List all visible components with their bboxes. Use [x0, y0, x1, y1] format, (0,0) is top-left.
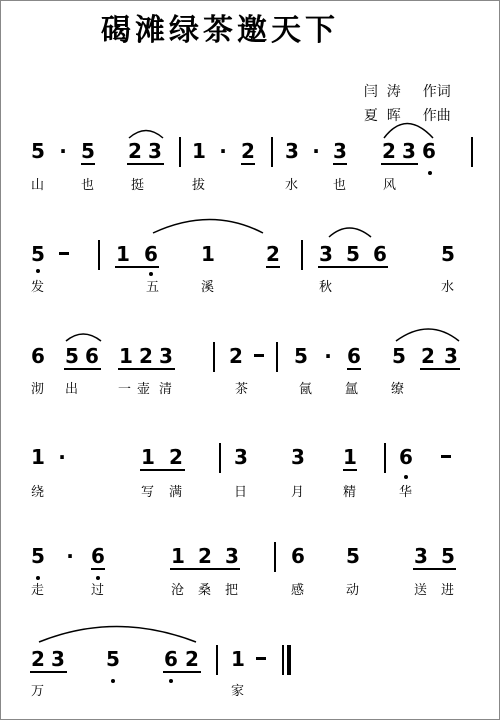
note: 2 — [139, 344, 153, 368]
lyric: 壶 — [137, 382, 151, 397]
dash — [256, 657, 266, 660]
note: 5 — [392, 344, 406, 368]
dash — [254, 354, 264, 357]
lyric: 进 — [441, 583, 455, 598]
underline — [115, 266, 159, 268]
lyric: 也 — [81, 178, 95, 193]
dash — [441, 455, 451, 458]
note: 6 — [85, 344, 99, 368]
note-dot: · — [59, 139, 67, 163]
note: 3 — [234, 445, 248, 469]
underline — [81, 163, 95, 165]
note: 1 — [201, 242, 215, 266]
underline — [241, 163, 255, 165]
underline — [333, 163, 347, 165]
bar-line — [219, 443, 221, 473]
lyric: 日 — [234, 485, 248, 500]
bar-line — [301, 240, 303, 270]
slur — [153, 220, 263, 234]
note-dot: · — [66, 544, 74, 568]
note: 2 — [266, 242, 280, 266]
bar-line — [179, 137, 181, 167]
bar-line — [271, 137, 273, 167]
note: 2 — [241, 139, 255, 163]
note: 1 — [192, 139, 206, 163]
dash — [59, 252, 69, 255]
lyric: 动 — [346, 583, 360, 598]
lyric: 一 — [118, 382, 132, 397]
bar-line — [216, 645, 218, 675]
note: 5 — [346, 242, 360, 266]
note: 5 — [31, 544, 45, 568]
note: 6 — [422, 139, 436, 163]
bar-line — [276, 342, 278, 372]
lower-octave-dot — [36, 576, 40, 580]
note: 3 — [402, 139, 416, 163]
underline — [413, 568, 456, 570]
bar-line — [213, 342, 215, 372]
note: 1 — [119, 344, 133, 368]
lyric: 家 — [231, 684, 245, 699]
note: 3 — [333, 139, 347, 163]
lyric: 月 — [291, 485, 305, 500]
lower-octave-dot — [404, 475, 408, 479]
note: 6 — [91, 544, 105, 568]
underline — [91, 568, 105, 570]
note: 3 — [285, 139, 299, 163]
note: 2 — [128, 139, 142, 163]
lyric: 秋 — [319, 280, 333, 295]
underline — [420, 368, 460, 370]
lyric: 缭 — [391, 382, 405, 397]
song-title: 碣滩绿茶邀天下 — [101, 13, 339, 48]
slur — [129, 131, 163, 139]
lyric: 桑 — [198, 583, 212, 598]
underline — [64, 368, 101, 370]
note: 5 — [294, 344, 308, 368]
note: 6 — [373, 242, 387, 266]
underline — [30, 671, 67, 673]
note-dot: · — [312, 139, 320, 163]
lyric: 拔 — [192, 178, 206, 193]
note: 1 — [231, 647, 245, 671]
lyric: 感 — [291, 583, 305, 598]
lyric: 把 — [225, 583, 239, 598]
note: 5 — [441, 242, 455, 266]
lyric: 挺 — [131, 178, 145, 193]
lyric: 送 — [414, 583, 428, 598]
note: 6 — [144, 242, 158, 266]
lyric: 茶 — [235, 382, 249, 397]
lower-octave-dot — [149, 272, 153, 276]
lyric: 山 — [31, 178, 45, 193]
note: 3 — [319, 242, 333, 266]
underline — [343, 469, 357, 471]
note: 3 — [444, 344, 458, 368]
composer-credit — [346, 89, 451, 141]
note: 6 — [347, 344, 361, 368]
lyric: 出 — [65, 382, 79, 397]
note: 1 — [141, 445, 155, 469]
note-dot: · — [58, 445, 66, 469]
lyric: 水 — [285, 178, 299, 193]
note: 3 — [414, 544, 428, 568]
note: 3 — [225, 544, 239, 568]
note: 6 — [399, 445, 413, 469]
lyric: 溪 — [201, 280, 215, 295]
underline — [170, 568, 240, 570]
note: 3 — [159, 344, 173, 368]
composer-name: 夏 晖 — [363, 108, 401, 124]
lyric: 氲 — [345, 382, 359, 397]
note: 3 — [148, 139, 162, 163]
underline — [163, 671, 201, 673]
note: 1 — [343, 445, 357, 469]
lyricist-role: 作词 — [422, 84, 451, 100]
note: 5 — [106, 647, 120, 671]
lyric: 走 — [31, 583, 45, 598]
note: 1 — [116, 242, 130, 266]
lower-octave-dot — [428, 171, 432, 175]
lower-octave-dot — [96, 576, 100, 580]
underline — [127, 163, 164, 165]
lyric: 华 — [399, 485, 413, 500]
note: 2 — [382, 139, 396, 163]
note: 6 — [164, 647, 178, 671]
lyric: 绕 — [31, 485, 45, 500]
underline — [118, 368, 175, 370]
final-bar-thick — [287, 645, 291, 675]
lyric: 也 — [333, 178, 347, 193]
lyric: 水 — [441, 280, 455, 295]
note: 3 — [291, 445, 305, 469]
lyric: 写 — [141, 485, 155, 500]
lower-octave-dot — [169, 679, 173, 683]
note: 5 — [31, 139, 45, 163]
lower-octave-dot — [36, 269, 40, 273]
note: 5 — [81, 139, 95, 163]
note: 5 — [441, 544, 455, 568]
note: 2 — [421, 344, 435, 368]
slur — [396, 329, 459, 341]
underline — [347, 368, 361, 370]
lyric: 满 — [169, 485, 183, 500]
note: 5 — [346, 544, 360, 568]
bar-line — [471, 137, 473, 167]
bar-line — [98, 240, 100, 270]
lyric: 精 — [343, 485, 357, 500]
composer-role: 作曲 — [422, 108, 451, 124]
lyric: 清 — [159, 382, 173, 397]
bar-line — [384, 443, 386, 473]
lyric: 过 — [91, 583, 105, 598]
lyricist-name: 闫 涛 — [363, 84, 401, 100]
note: 2 — [185, 647, 199, 671]
slur — [39, 627, 196, 643]
lyric: 万 — [31, 684, 45, 699]
note: 3 — [51, 647, 65, 671]
note: 5 — [31, 242, 45, 266]
final-bar-thin — [282, 645, 284, 675]
note: 2 — [229, 344, 243, 368]
lyric: 沏 — [31, 382, 45, 397]
note: 1 — [31, 445, 45, 469]
slur — [66, 334, 101, 341]
lyric: 风 — [383, 178, 397, 193]
underline — [381, 163, 418, 165]
note: 6 — [291, 544, 305, 568]
lower-octave-dot — [111, 679, 115, 683]
underline — [318, 266, 388, 268]
note: 2 — [31, 647, 45, 671]
underline — [266, 266, 280, 268]
note: 5 — [65, 344, 79, 368]
bar-line — [274, 542, 276, 572]
note: 2 — [198, 544, 212, 568]
underline — [140, 469, 185, 471]
note: 2 — [169, 445, 183, 469]
lyric: 沧 — [171, 583, 185, 598]
lyric: 氤 — [299, 382, 313, 397]
lyric: 发 — [31, 280, 45, 295]
lyric: 五 — [146, 280, 160, 295]
note-dot: · — [324, 344, 332, 368]
slur — [329, 228, 371, 237]
note-dot: · — [219, 139, 227, 163]
note: 1 — [171, 544, 185, 568]
note: 6 — [31, 344, 45, 368]
